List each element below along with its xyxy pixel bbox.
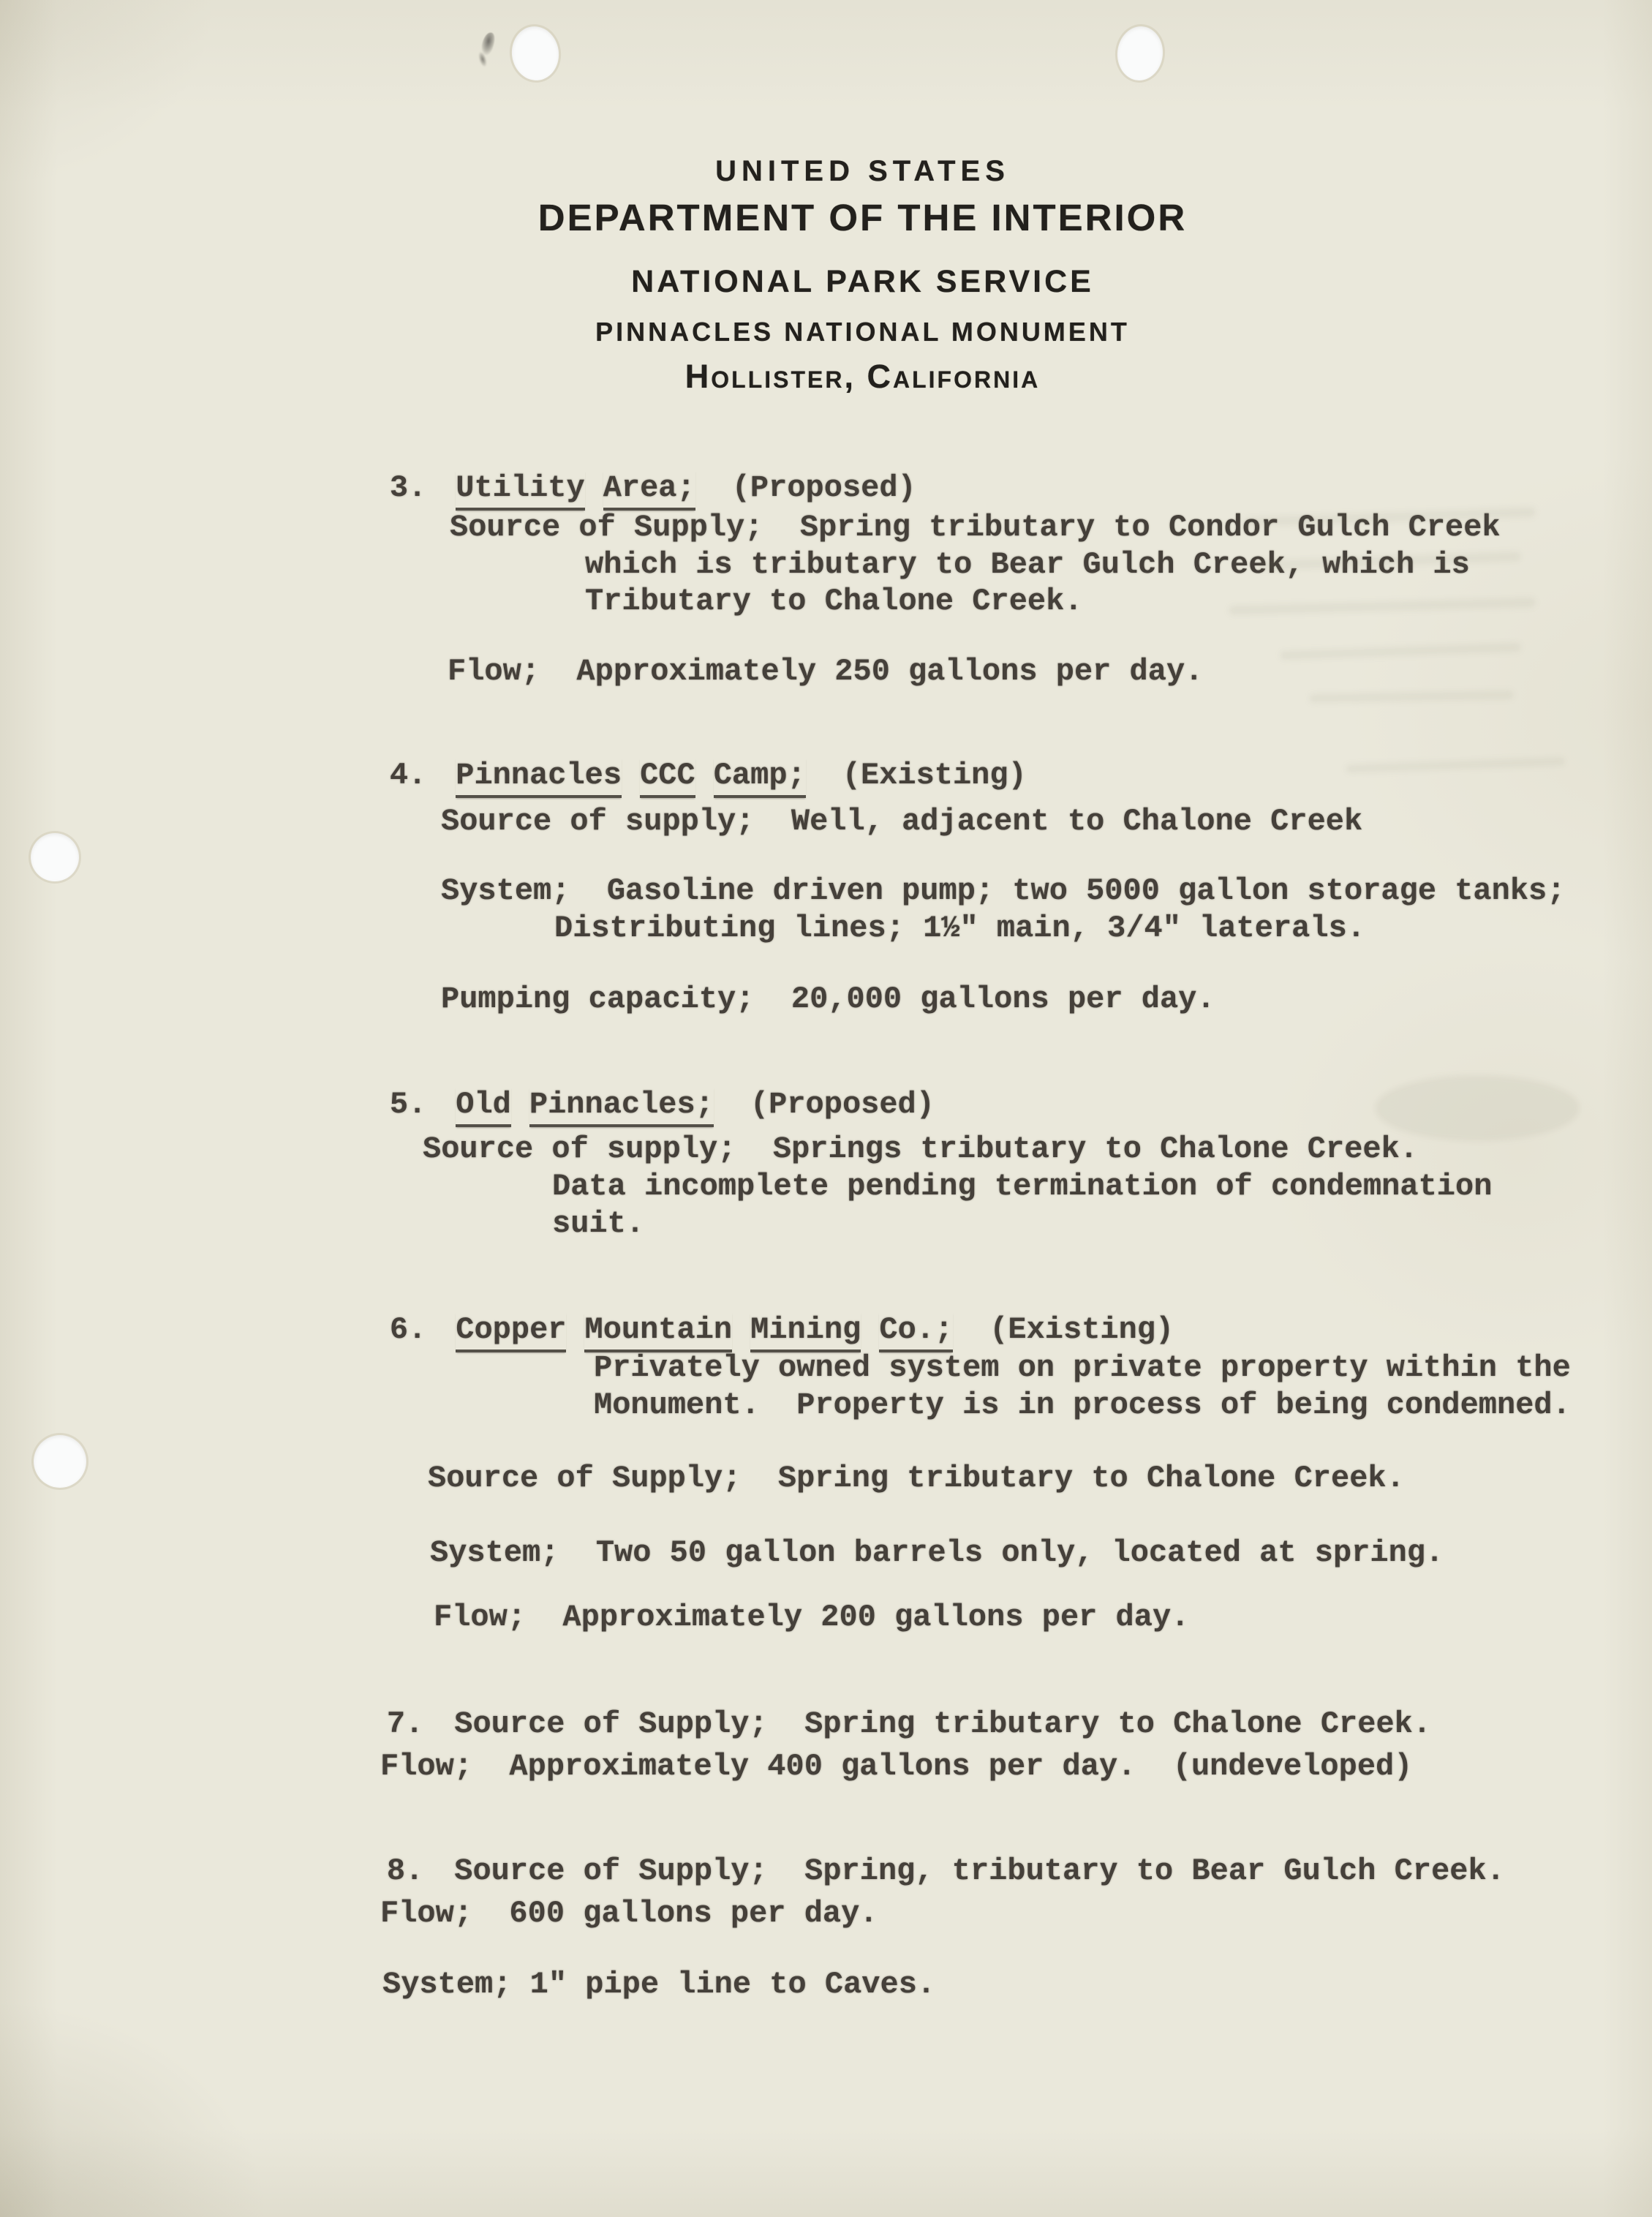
item-6-title-word: Mining bbox=[750, 1312, 861, 1352]
item-6-status: (Existing) bbox=[989, 1312, 1174, 1347]
letterhead-monument: PINNACLES NATIONAL MONUMENT bbox=[595, 317, 1130, 347]
item-7-source-line: Source of Supply; Spring tributary to Chalone Creek. bbox=[454, 1706, 1432, 1742]
item-5-source-cont: suit. bbox=[552, 1206, 645, 1241]
letterhead-location: Hollister, California bbox=[684, 358, 1041, 395]
item-3-source-cont: which is tributary to Bear Gulch Creek, which is bbox=[585, 547, 1470, 582]
item-6-flow-line: Flow; Approximately 200 gallons per day. bbox=[434, 1600, 1190, 1635]
item-4-title-word: CCC bbox=[640, 758, 695, 798]
item-7-number: 7. bbox=[386, 1706, 424, 1742]
item-3-status: (Proposed) bbox=[731, 470, 916, 505]
item-7-flow-line: Flow; Approximately 400 gallons per day. (undeveloped) bbox=[380, 1749, 1413, 1784]
item-4-source-line: Source of supply; Well, adjacent to Chalone Creek bbox=[441, 804, 1363, 839]
item-6-title-word: Mountain bbox=[584, 1312, 732, 1352]
item-4-number: 4. bbox=[389, 758, 427, 793]
punch-hole-top-left bbox=[508, 23, 562, 83]
item-6-number: 6. bbox=[389, 1312, 427, 1347]
bleed-through-mark bbox=[1346, 757, 1565, 773]
bleed-through-stain bbox=[1375, 1075, 1580, 1141]
item-6-system-line: System; Two 50 gallon barrels only, located at spring. bbox=[430, 1535, 1444, 1570]
item-8-system-line: System; 1" pipe line to Caves. bbox=[382, 1967, 936, 2002]
item-3-source-line: Source of Supply; Spring tributary to Condor Gulch Creek bbox=[450, 510, 1501, 545]
punch-hole-left-upper bbox=[31, 833, 79, 881]
item-4-system-cont: Distributing lines; 1½" main, 3/4" laterals. bbox=[554, 911, 1365, 946]
item-5-number: 5. bbox=[389, 1087, 427, 1122]
item-5-status: (Proposed) bbox=[750, 1087, 935, 1122]
bleed-through-mark bbox=[1280, 642, 1521, 660]
item-8-number: 8. bbox=[386, 1853, 424, 1889]
letterhead-united-states: UNITED STATES bbox=[715, 155, 1010, 187]
item-4-system-line: System; Gasoline driven pump; two 5000 gallon storage tanks; bbox=[441, 873, 1566, 908]
item-6-paragraph: Monument. Property is in process of being condemned. bbox=[594, 1388, 1571, 1423]
item-3-title-word: Area; bbox=[603, 470, 695, 511]
item-6-title-word: Co.; bbox=[879, 1312, 953, 1352]
item-4-title-word: Pinnacles bbox=[456, 758, 622, 798]
punch-hole-left-lower bbox=[34, 1435, 86, 1488]
item-5-source-cont: Data incomplete pending termination of condemnation bbox=[552, 1169, 1493, 1204]
item-5-title-word: Old bbox=[456, 1087, 511, 1127]
punch-hole-top-right bbox=[1114, 24, 1165, 83]
item-6-title-word: Copper bbox=[456, 1312, 566, 1352]
item-5-source-line: Source of supply; Springs tributary to Chalone Creek. bbox=[423, 1132, 1419, 1167]
item-3-number: 3. bbox=[389, 470, 427, 505]
item-8-flow-line: Flow; 600 gallons per day. bbox=[380, 1896, 878, 1931]
letterhead-department: DEPARTMENT OF THE INTERIOR bbox=[538, 197, 1188, 238]
item-4-title-word: Camp; bbox=[714, 758, 806, 798]
item-5-title-word: Pinnacles; bbox=[529, 1087, 714, 1127]
item-3-flow-line: Flow; Approximately 250 gallons per day. bbox=[448, 654, 1204, 689]
item-3-title-word: Utility bbox=[456, 470, 584, 511]
item-4-status: (Existing) bbox=[842, 758, 1027, 793]
item-6-source-line: Source of Supply; Spring tributary to Chalone Creek. bbox=[428, 1461, 1405, 1496]
item-4-capacity-line: Pumping capacity; 20,000 gallons per day. bbox=[441, 982, 1215, 1017]
bleed-through-mark bbox=[1309, 690, 1514, 704]
item-6-paragraph: Privately owned system on private property within the bbox=[594, 1350, 1571, 1385]
bleed-through-mark bbox=[1229, 598, 1536, 616]
item-8-source-line: Source of Supply; Spring, tributary to Bear Gulch Creek. bbox=[454, 1853, 1505, 1889]
item-3-source-cont: Tributary to Chalone Creek. bbox=[585, 584, 1083, 619]
letterhead-park-service: NATIONAL PARK SERVICE bbox=[631, 264, 1094, 299]
